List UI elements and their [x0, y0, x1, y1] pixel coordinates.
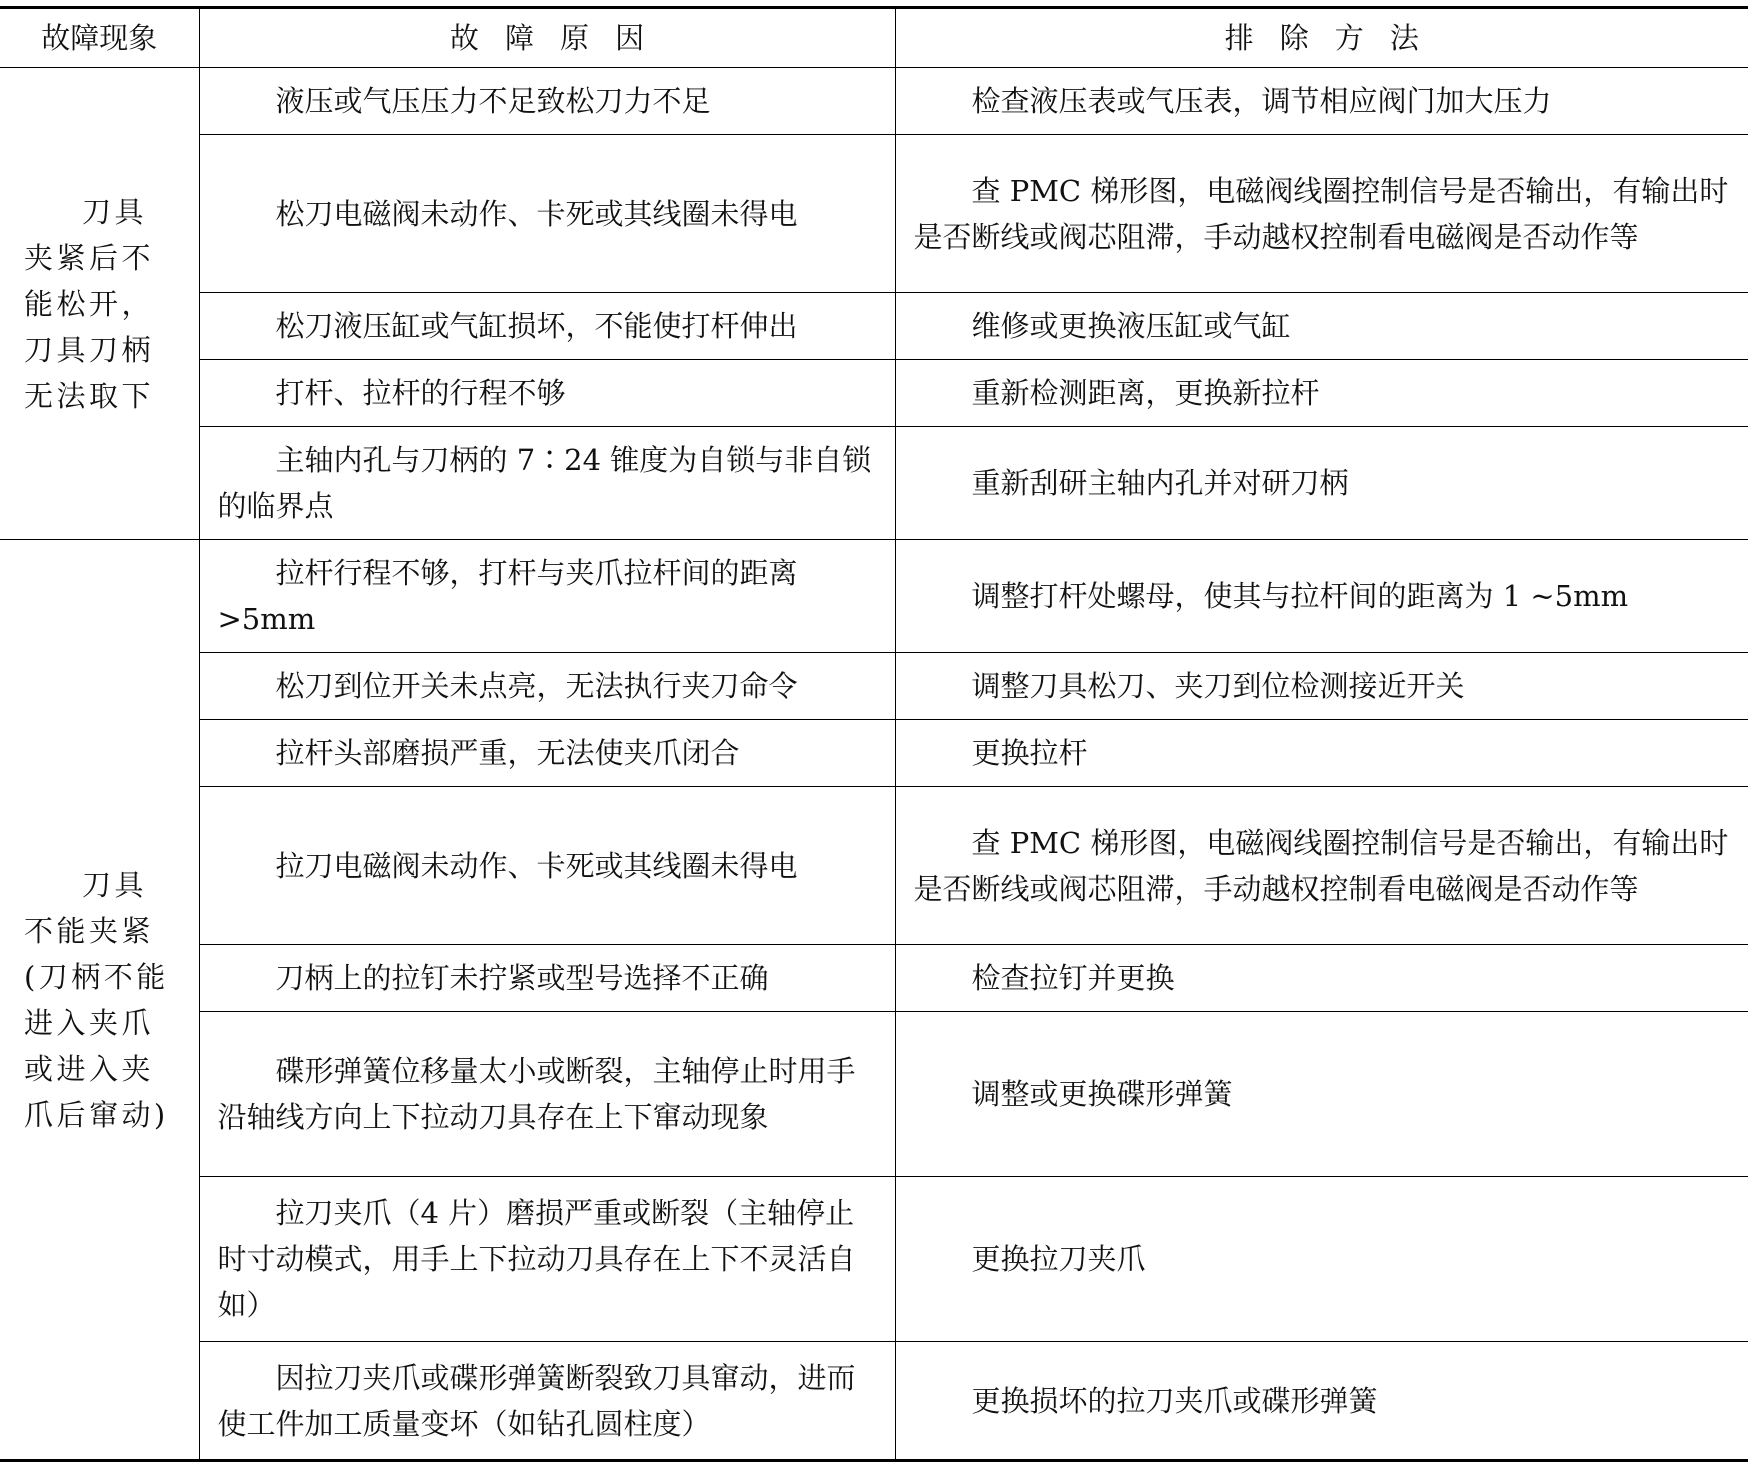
header-symptom: 故障现象	[0, 8, 199, 68]
cause-cell: 打杆、拉杆的行程不够	[199, 360, 895, 427]
remedy-cell: 调整刀具松刀、夹刀到位检测接近开关	[895, 653, 1748, 720]
table-row	[0, 540, 1748, 653]
remedy-cell: 查 PMC 梯形图，电磁阀线圈控制信号是否输出，有输出时是否断线或阀芯阻滞，手动越权控制看电磁阀是否动作等	[895, 787, 1748, 945]
remedy-cell: 检查拉钉并更换	[895, 945, 1748, 1012]
cause-cell: 拉杆行程不够，打杆与夹爪拉杆间的距离 >5mm	[199, 540, 895, 653]
symptom-cell: 刀具不能夹紧(刀柄不能进入夹爪或进入夹爪后窜动)	[0, 540, 199, 1461]
header-cause: 故障原因	[199, 8, 895, 68]
table-row	[0, 1177, 1748, 1342]
cause-cell: 碟形弹簧位移量太小或断裂，主轴停止时用手沿轴线方向上下拉动刀具存在上下窜动现象	[199, 1012, 895, 1177]
cause-cell: 刀柄上的拉钉未拧紧或型号选择不正确	[199, 945, 895, 1012]
cause-cell: 主轴内孔与刀柄的 7∶24 锥度为自锁与非自锁的临界点	[199, 427, 895, 540]
remedy-cell: 更换拉刀夹爪	[895, 1177, 1748, 1342]
remedy-cell: 更换拉杆	[895, 720, 1748, 787]
table-row	[0, 720, 1748, 787]
document-page	[0, 6, 1748, 1462]
remedy-cell: 查 PMC 梯形图，电磁阀线圈控制信号是否输出，有输出时是否断线或阀芯阻滞，手动越权控制看电磁阀是否动作等	[895, 135, 1748, 293]
cause-cell: 松刀液压缸或气缸损坏，不能使打杆伸出	[199, 293, 895, 360]
table-row	[0, 68, 1748, 135]
remedy-cell: 调整打杆处螺母，使其与拉杆间的距离为 1 ~5mm	[895, 540, 1748, 653]
remedy-cell: 重新检测距离，更换新拉杆	[895, 360, 1748, 427]
cause-cell: 松刀到位开关未点亮，无法执行夹刀命令	[199, 653, 895, 720]
table-row	[0, 653, 1748, 720]
table-row	[0, 945, 1748, 1012]
fault-table	[0, 6, 1748, 1462]
remedy-cell: 重新刮研主轴内孔并对研刀柄	[895, 427, 1748, 540]
remedy-cell: 维修或更换液压缸或气缸	[895, 293, 1748, 360]
table-row	[0, 1012, 1748, 1177]
cause-cell: 拉刀夹爪（4 片）磨损严重或断裂（主轴停止时寸动模式，用手上下拉动刀具存在上下不灵活自如）	[199, 1177, 895, 1342]
cause-cell: 拉杆头部磨损严重，无法使夹爪闭合	[199, 720, 895, 787]
table-row	[0, 135, 1748, 293]
table-header-row	[0, 8, 1748, 68]
table-row	[0, 360, 1748, 427]
cause-cell: 松刀电磁阀未动作、卡死或其线圈未得电	[199, 135, 895, 293]
cause-cell: 液压或气压压力不足致松刀力不足	[199, 68, 895, 135]
remedy-cell: 更换损坏的拉刀夹爪或碟形弹簧	[895, 1342, 1748, 1461]
symptom-cell: 刀具夹紧后不能松开，刀具刀柄无法取下	[0, 68, 199, 540]
header-remedy: 排除方法	[895, 8, 1748, 68]
table-row	[0, 1342, 1748, 1461]
remedy-cell: 检查液压表或气压表，调节相应阀门加大压力	[895, 68, 1748, 135]
remedy-cell: 调整或更换碟形弹簧	[895, 1012, 1748, 1177]
table-row	[0, 427, 1748, 540]
cause-cell: 因拉刀夹爪或碟形弹簧断裂致刀具窜动，进而使工件加工质量变坏（如钻孔圆柱度）	[199, 1342, 895, 1461]
cause-cell: 拉刀电磁阀未动作、卡死或其线圈未得电	[199, 787, 895, 945]
table-row	[0, 293, 1748, 360]
table-row	[0, 787, 1748, 945]
